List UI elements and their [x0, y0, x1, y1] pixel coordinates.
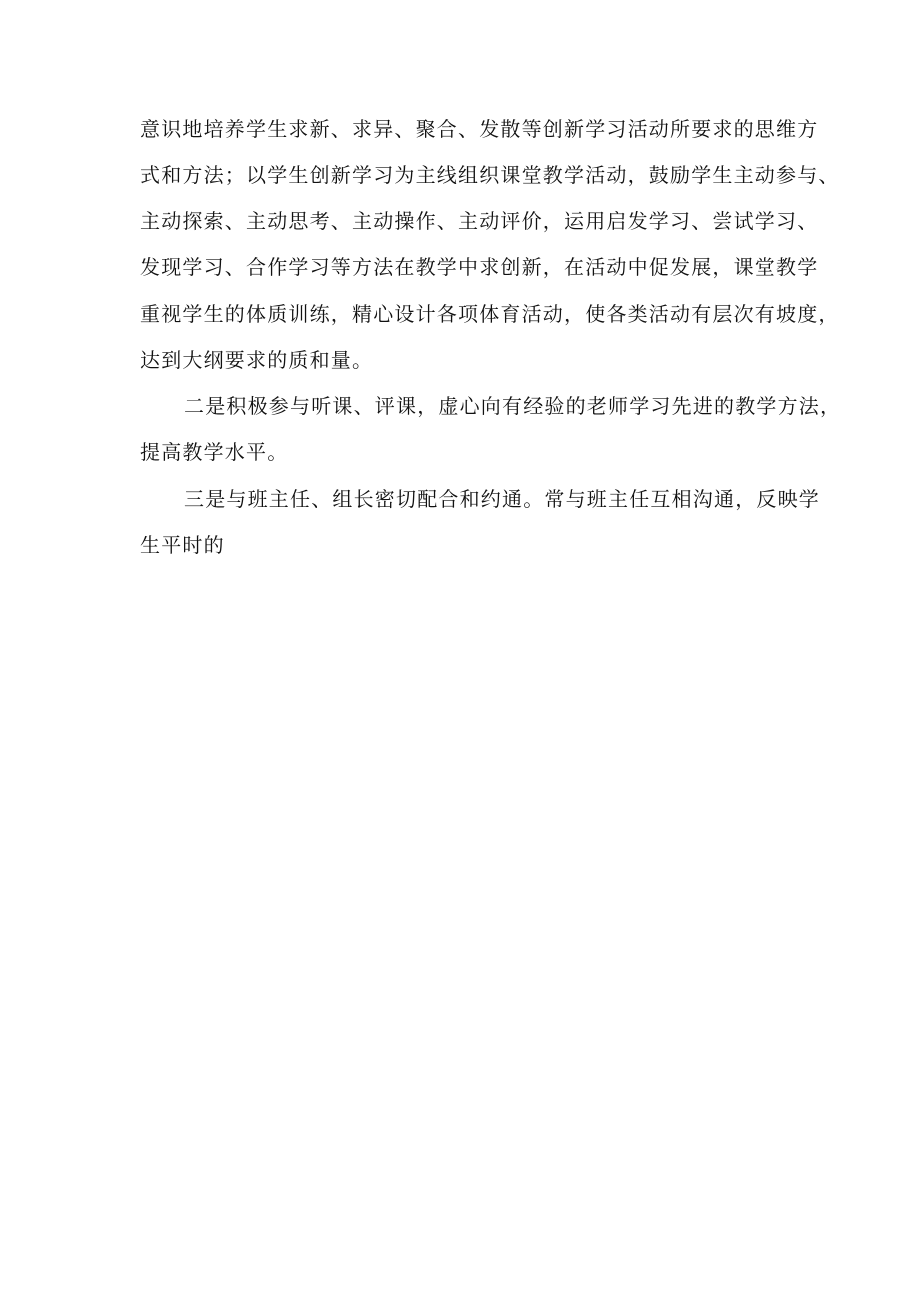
text-line-2: 式和方法；以学生创新学习为主线组织课堂教学活动，鼓励学生主动参与、	[140, 163, 840, 187]
text-line-4: 发现学习、合作学习等方法在教学中求创新，在活动中促发展，课堂教学	[140, 255, 819, 279]
text-line-1: 意识地培养学生求新、求异、聚合、发散等创新学习活动所要求的思维方	[140, 117, 819, 141]
text-line-6: 达到大纲要求的质和量。	[140, 348, 374, 372]
text-line-5: 重视学生的体质训练，精心设计各项体育活动，使各类活动有层次有坡度，	[140, 302, 840, 326]
text-line-3: 主动探索、主动思考、主动操作、主动评价，运用启发学习、尝试学习、	[140, 209, 819, 233]
paragraph-3-line-1: 三是与班主任、组长密切配合和约通。常与班主任互相沟通，反映学	[184, 487, 820, 511]
paragraph-2-line-1: 二是积极参与听课、评课，虚心向有经验的老师学习先进的教学方法，	[184, 394, 842, 418]
paragraph-3-line-2: 生平时的	[140, 533, 225, 557]
paragraph-2-line-2: 提高教学水平。	[140, 440, 289, 464]
